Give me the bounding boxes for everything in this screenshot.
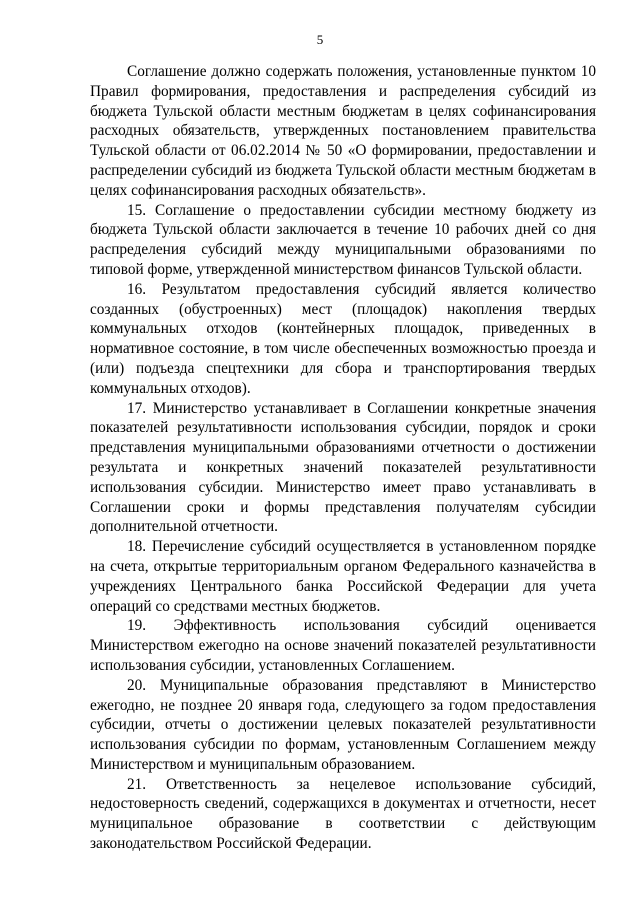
paragraph-19: 19. Эффективность использования субсидий оценивается Министерством ежегодно на основе значений показателей результативности использования субсидии, установленных Соглашением. — [90, 617, 596, 674]
paragraph-17: 17. Министерство устанавливает в Соглашении конкретные значения показателей результативности использования субсидии, порядок и сроки представления муниципальными образованиями отчетности о достижении результата и конкретных значений показателей результативности использования субсидии. Министерство имеет право устанавливать в Соглашении сроки и формы представления получателям субсидии дополнительной отчетности. — [90, 399, 596, 536]
paragraph-agreement-provisions: Соглашение должно содержать положения, установленные пунктом 10 Правил формирования, предоставления и распределения субсидий из бюджета Тульской области местным бюджетам в целях софинансирования расходных обязательств, утвержденных постановлением правительства Тульской области от 06.02.2014 № 50 «О формировании, предоставлении и распределении субсидий из бюджета Тульской области местным бюджетам в целях софинансирования расходных обязательств». — [90, 63, 596, 199]
page-number: 5 — [316, 32, 324, 47]
paragraph-15: 15. Соглашение о предоставлении субсидии местному бюджету из бюджета Тульской области заключается в течение 10 рабочих дней со дня распределения субсидий между муниципальными образованиями по типовой форме, утвержденной министерством финансов Тульской области. — [90, 201, 596, 278]
paragraph-18: 18. Перечисление субсидий осуществляется в установленном порядке на счета, открытые территориальным органом Федерального казначейства в учреждениях Центрального банка Российской Федерации для учета операций со средствами местных бюджетов. — [90, 538, 596, 615]
paragraph-16: 16. Результатом предоставления субсидий является количество созданных (обустроенных) мест (площадок) накопления твердых коммунальных отходов (контейнерных площадок, приведенных в нормативное состояние, в том числе обеспеченных возможностью проезда и (или) подъезда спецтехники для сбора и транспортирования твердых коммунальных отходов). — [90, 280, 596, 397]
paragraph-20: 20. Муниципальные образования представляют в Министерство ежегодно, не позднее 20 января года, следующего за годом предоставления субсидии, отчеты о достижении целевых показателей результативности использования субсидии по формам, установленным Соглашением между Министерством и муниципальным образованием. — [90, 676, 596, 773]
paragraph-21: 21. Ответственность за нецелевое использование субсидий, недостоверность сведений, содержащихся в документах и отчетности, несет муниципальное образование в соответствии с действующим законодательством Российской Федерации. — [90, 775, 596, 853]
document-body — [90, 62, 596, 854]
